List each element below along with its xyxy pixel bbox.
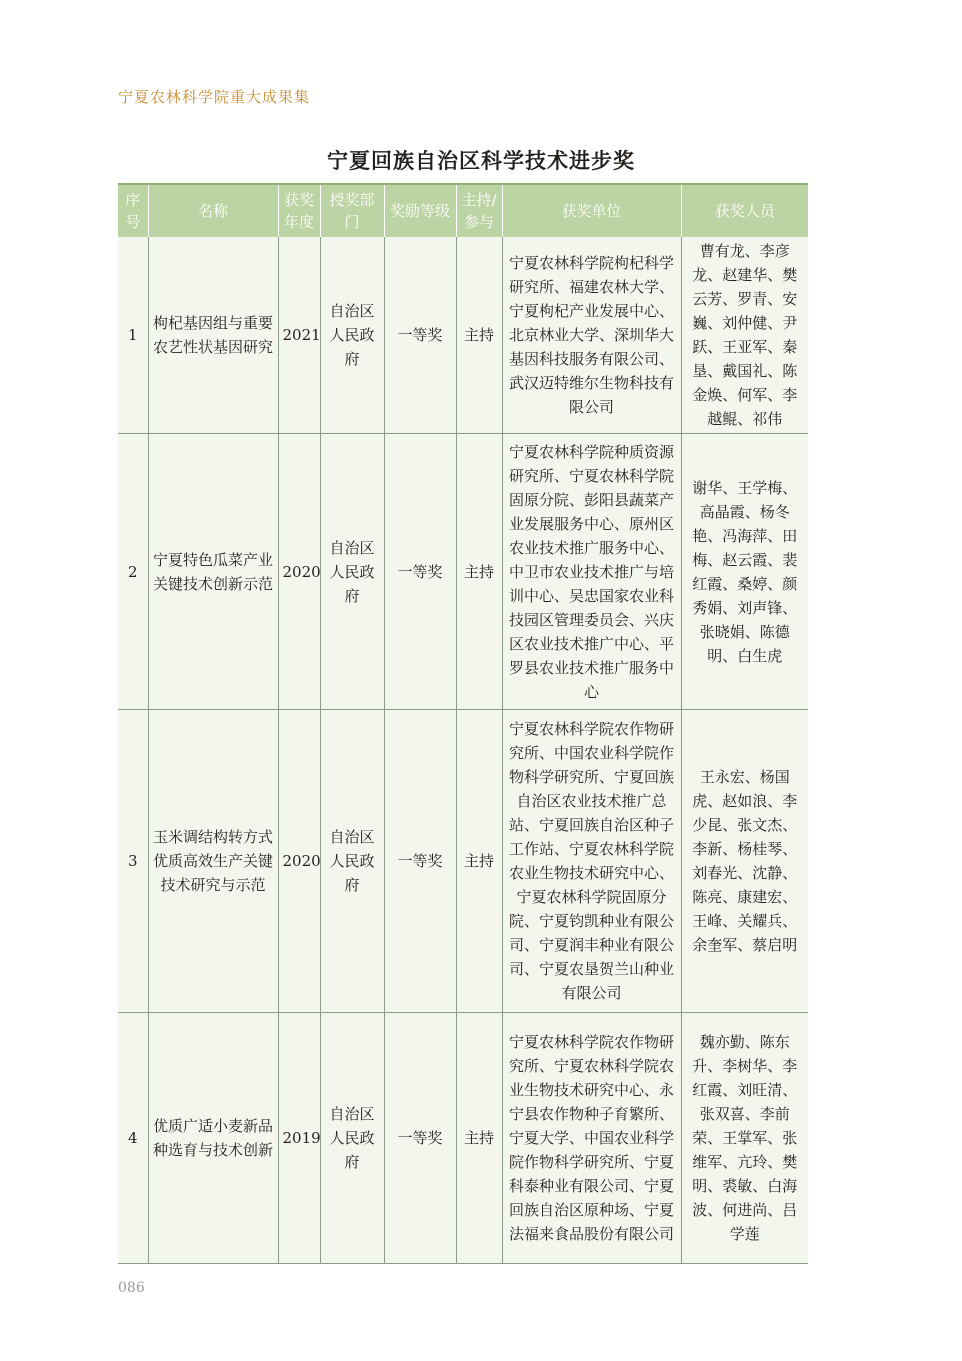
cell-no: 2: [118, 434, 148, 710]
col-header-level: 奖励等级: [384, 184, 456, 237]
cell-no: 3: [118, 710, 148, 1013]
cell-name: 枸杞基因组与重要农艺性状基因研究: [148, 237, 278, 434]
col-header-role: 主持/参与: [456, 184, 502, 237]
cell-year: 2019: [278, 1013, 320, 1264]
cell-no: 1: [118, 237, 148, 434]
table-row: [118, 1013, 808, 1264]
cell-role: 主持: [456, 710, 502, 1013]
cell-people: 谢华、王学梅、高晶霞、杨冬艳、冯海萍、田梅、赵云霞、裴红霞、桑婷、颜秀娟、刘声锋、张晓娟、陈德明、白生虎: [681, 434, 808, 710]
cell-name: 宁夏特色瓜菜产业关键技术创新示范: [148, 434, 278, 710]
cell-dept: 自治区人民政府: [320, 237, 384, 434]
table-row: [118, 710, 808, 1013]
table-row: [118, 434, 808, 710]
cell-level: 一等奖: [384, 1013, 456, 1264]
running-head: 宁夏农林科学院重大成果集: [118, 88, 311, 106]
cell-role: 主持: [456, 434, 502, 710]
cell-year: 2020: [278, 710, 320, 1013]
cell-people: 曹有龙、李彦龙、赵建华、樊云芳、罗青、安巍、刘仲健、尹跃、王亚军、秦垦、戴国礼、陈金焕、何军、李越鲲、祁伟: [681, 237, 808, 434]
cell-dept: 自治区人民政府: [320, 434, 384, 710]
cell-people: 魏亦勤、陈东升、李树华、李红霞、刘旺清、张双喜、李前荣、王掌军、张维军、亢玲、樊明、裘敏、白海波、何进尚、吕学莲: [681, 1013, 808, 1264]
cell-level: 一等奖: [384, 237, 456, 434]
table-row: [118, 237, 808, 434]
cell-units: 宁夏农林科学院农作物研究所、中国农业科学院作物科学研究所、宁夏回族自治区农业技术推广总站、宁夏回族自治区种子工作站、宁夏农林科学院农业生物技术研究中心、宁夏农林科学院固原分院、宁夏钧凯种业有限公司、宁夏润丰种业有限公司、宁夏农垦贺兰山种业有限公司: [502, 710, 681, 1013]
cell-dept: 自治区人民政府: [320, 1013, 384, 1264]
table-header-row: [118, 184, 808, 237]
col-header-people: 获奖人员: [681, 184, 808, 237]
cell-units: 宁夏农林科学院种质资源研究所、宁夏农林科学院固原分院、彭阳县蔬菜产业发展服务中心、原州区农业技术推广服务中心、中卫市农业技术推广与培训中心、吴忠国家农业科技园区管理委员会、兴庆区农业技术推广中心、平罗县农业技术推广服务中心: [502, 434, 681, 710]
cell-level: 一等奖: [384, 710, 456, 1013]
cell-level: 一等奖: [384, 434, 456, 710]
cell-dept: 自治区人民政府: [320, 710, 384, 1013]
col-header-name: 名称: [148, 184, 278, 237]
cell-role: 主持: [456, 237, 502, 434]
cell-units: 宁夏农林科学院农作物研究所、宁夏农林科学院农业生物技术研究中心、永宁县农作物种子育繁所、宁夏大学、中国农业科学院作物科学研究所、宁夏科泰种业有限公司、宁夏回族自治区原种场、宁夏法福来食品股份有限公司: [502, 1013, 681, 1264]
col-header-year: 获奖年度: [278, 184, 320, 237]
cell-year: 2021: [278, 237, 320, 434]
cell-units: 宁夏农林科学院枸杞科学研究所、福建农林大学、宁夏枸杞产业发展中心、北京林业大学、深圳华大基因科技服务有限公司、武汉迈特维尔生物科技有限公司: [502, 237, 681, 434]
page-title: 宁夏回族自治区科学技术进步奖: [327, 148, 635, 173]
cell-name: 优质广适小麦新品种选育与技术创新: [148, 1013, 278, 1264]
award-table: [118, 183, 808, 1264]
cell-year: 2020: [278, 434, 320, 710]
cell-name: 玉米调结构转方式优质高效生产关键技术研究与示范: [148, 710, 278, 1013]
cell-no: 4: [118, 1013, 148, 1264]
cell-people: 王永宏、杨国虎、赵如浪、李少昆、张文杰、李新、杨桂琴、刘春光、沈静、陈亮、康建宏、王峰、关耀兵、余奎军、蔡启明: [681, 710, 808, 1013]
col-header-dept: 授奖部门: [320, 184, 384, 237]
cell-role: 主持: [456, 1013, 502, 1264]
col-header-units: 获奖单位: [502, 184, 681, 237]
page-number: 086: [118, 1280, 145, 1296]
col-header-no: 序号: [118, 184, 148, 237]
